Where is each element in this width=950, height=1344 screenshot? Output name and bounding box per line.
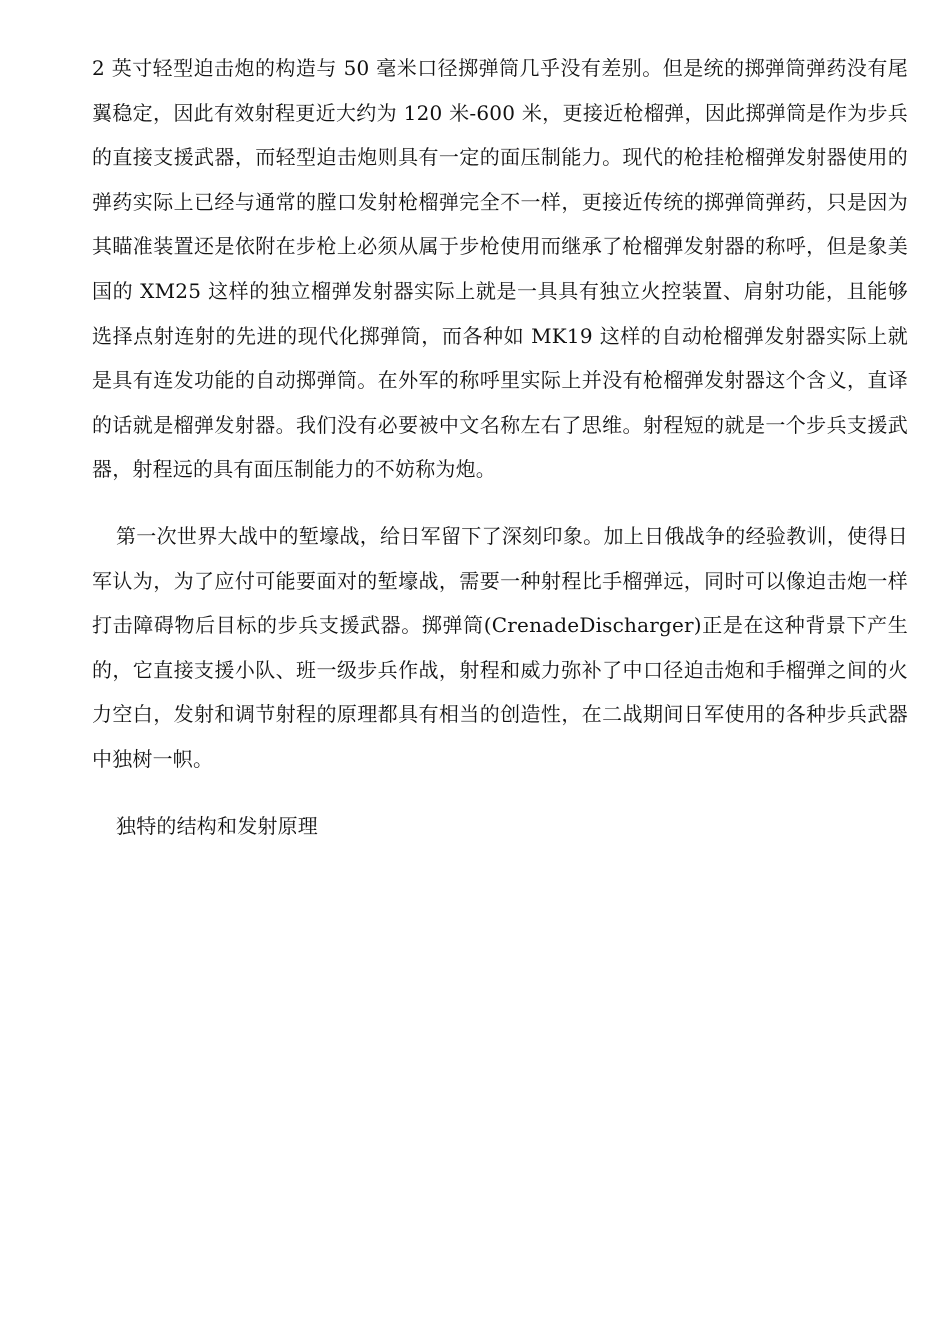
paragraph-trench-warfare: 第一次世界大战中的堑壕战，给日军留下了深刻印象。加上日俄战争的经验教训，使得日军认为，为了应付可能要面对的堑壕战，需要一种射程比手榴弹远，同时可以像迫击炮一样打击障碍物后目标的步兵支援武器。掷弹筒(CrenadeDischarger)正是在这种背景下产生的，它直接支援小队、班一级步兵作战，射程和威力弥补了中口径迫击炮和手榴弹之间的火力空白，发射和调节射程的原理都具有相当的创造性，在二战期间日军使用的各种步兵武器中独树一帜。 bbox=[92, 523, 908, 771]
section-heading: 独特的结构和发射原理 bbox=[116, 813, 318, 838]
paragraph-mortar-comparison: 2 英寸轻型迫击炮的构造与 50 毫米口径掷弹筒几乎没有差别。但是统的掷弹筒弹药没有尾翼稳定，因此有效射程更近大约为 120 米-600 米，更接近枪榴弹，因此掷弹筒是作为步兵的直接支援武器，而轻型迫击炮则具有一定的面压制能力。现代的枪挂枪榴弹发射器使用的弹药实际上已经与通常的膛口发射枪榴弹完全不一样，更接近传统的掷弹筒弹药，只是因为其瞄准装置还是依附在步枪上必须从属于步枪使用而继承了枪榴弹发射器的称呼，但是象美国的 XM25 这样的独立榴弹发射器实际上就是一具具有独立火控装置、肩射功能，且能够选择点射连射的先进的现代化掷弹筒，而各种如 MK19 这样的自动枪榴弹发射器实际上就是具有连发功能的自动掷弹筒。在外军的称呼里实际上并没有枪榴弹发射器这个含义，直译的话就是榴弹发射器。我们没有必要被中文名称左右了思维。射程短的就是一个步兵支援武器，射程远的具有面压制能力的不妨称为炮。 bbox=[92, 56, 908, 482]
document-page bbox=[92, 46, 908, 848]
